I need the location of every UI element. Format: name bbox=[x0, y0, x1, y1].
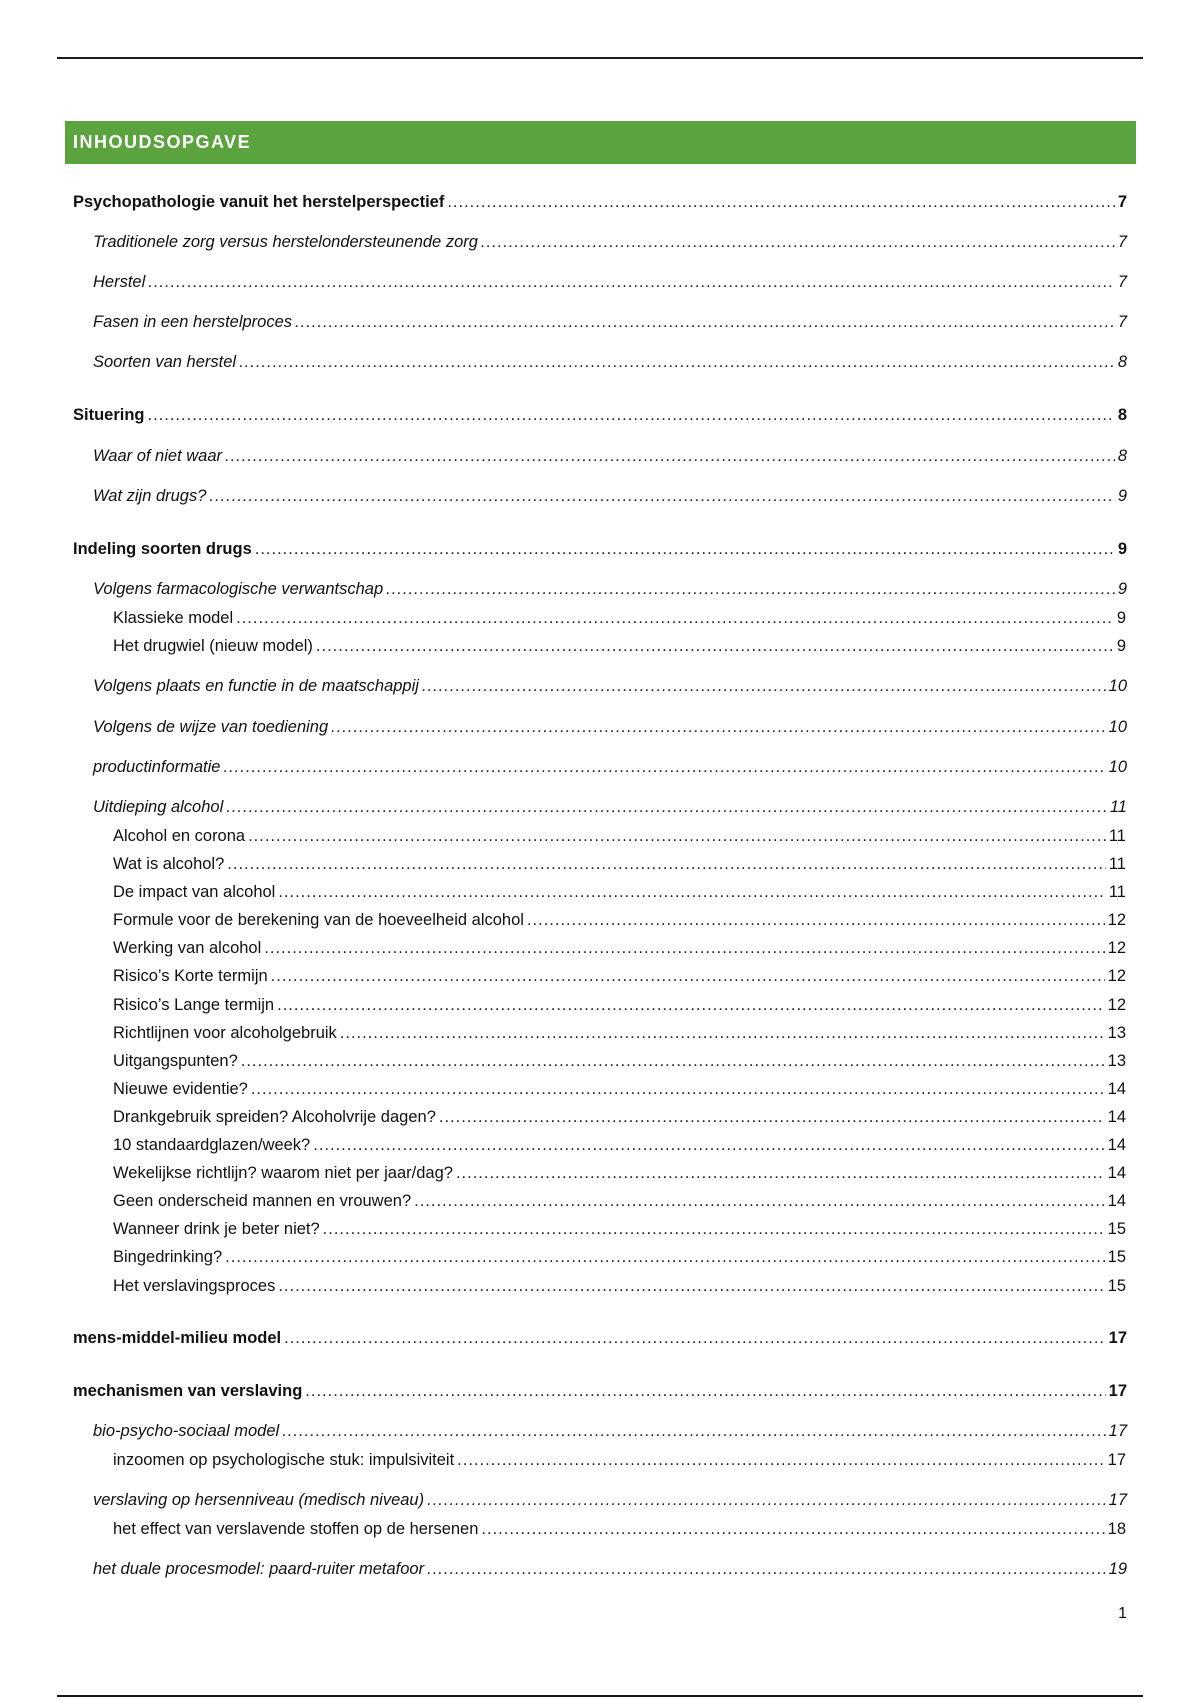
toc-entry[interactable] bbox=[113, 938, 1126, 958]
toc-entry-label: Indeling soorten drugs bbox=[73, 540, 252, 558]
dot-leader bbox=[427, 1490, 1106, 1510]
dot-leader bbox=[447, 192, 1114, 212]
toc-entry-label: Uitgangspunten? bbox=[113, 1052, 238, 1070]
toc-entry[interactable] bbox=[93, 797, 1127, 817]
toc-entry[interactable] bbox=[93, 717, 1127, 737]
dot-leader bbox=[439, 1107, 1105, 1127]
toc-entry[interactable] bbox=[93, 1490, 1127, 1510]
toc-entry-page: 7 bbox=[1117, 313, 1127, 331]
toc-entry-label: Klassieke model bbox=[113, 609, 234, 627]
toc-entry[interactable] bbox=[93, 1421, 1127, 1441]
toc-entry-label: Risico’s Lange termijn bbox=[113, 996, 275, 1014]
toc-entry-label: inzoomen op psychologische stuk: impulsiviteit bbox=[113, 1451, 455, 1469]
dot-leader bbox=[248, 826, 1106, 846]
toc-entry-page: 17 bbox=[1108, 1382, 1127, 1400]
toc-entry-label: mens-middel-milieu model bbox=[73, 1329, 282, 1347]
toc-entry-page: 10 bbox=[1108, 718, 1127, 736]
toc-entry-page: 17 bbox=[1107, 1451, 1126, 1469]
toc-entry-label: verslaving op hersenniveau (medisch niveau) bbox=[93, 1491, 425, 1509]
toc-entry-page: 7 bbox=[1117, 233, 1127, 251]
toc-entry[interactable] bbox=[113, 608, 1126, 628]
toc-entry-label: Het drugwiel (nieuw model) bbox=[113, 637, 313, 655]
toc-entry-label: Geen onderscheid mannen en vrouwen? bbox=[113, 1192, 412, 1210]
dot-leader bbox=[225, 1247, 1104, 1267]
toc-entry-label: Nieuwe evidentie? bbox=[113, 1080, 248, 1098]
toc-entry-page: 13 bbox=[1107, 1052, 1126, 1070]
toc-entry-label: Richtlijnen voor alcoholgebruik bbox=[113, 1024, 337, 1042]
toc-entry-page: 12 bbox=[1107, 939, 1126, 957]
page-number: 1 bbox=[1118, 1605, 1127, 1622]
toc-entry-label: 10 standaardglazen/week? bbox=[113, 1136, 311, 1154]
dot-leader bbox=[456, 1163, 1105, 1183]
toc-entry[interactable] bbox=[93, 757, 1127, 777]
dot-leader bbox=[255, 539, 1115, 559]
dot-leader bbox=[527, 910, 1105, 930]
toc-entry[interactable] bbox=[113, 1107, 1126, 1127]
toc-entry-page: 11 bbox=[1108, 855, 1126, 873]
dot-leader bbox=[277, 995, 1105, 1015]
dot-leader bbox=[227, 854, 1106, 874]
toc-entry-label: bio-psycho-sociaal model bbox=[93, 1422, 280, 1440]
dot-leader bbox=[226, 797, 1107, 817]
toc-entry-label: Werking van alcohol bbox=[113, 939, 262, 957]
toc-entry[interactable] bbox=[73, 539, 1127, 559]
toc-entry-label: Formule voor de berekening van de hoeveelheid alcohol bbox=[113, 911, 524, 929]
dot-leader bbox=[305, 1381, 1105, 1401]
toc-entry-page: 10 bbox=[1108, 677, 1127, 695]
toc-entry-page: 17 bbox=[1108, 1329, 1127, 1347]
dot-leader bbox=[282, 1421, 1105, 1441]
toc-entry[interactable] bbox=[73, 1381, 1127, 1401]
toc-entry-label: Psychopathologie vanuit het herstelperspectief bbox=[73, 193, 445, 211]
toc-entry[interactable] bbox=[113, 1219, 1126, 1239]
toc-entry-page: 15 bbox=[1107, 1277, 1126, 1295]
toc-entry-label: mechanismen van verslaving bbox=[73, 1382, 303, 1400]
dot-leader bbox=[241, 1051, 1105, 1071]
toc-entry-page: 11 bbox=[1108, 883, 1126, 901]
dot-leader bbox=[414, 1191, 1105, 1211]
toc-entry-page: 8 bbox=[1117, 353, 1127, 371]
toc-entry-page: 12 bbox=[1107, 911, 1126, 929]
dot-leader bbox=[316, 636, 1114, 656]
toc-entry[interactable] bbox=[113, 1135, 1126, 1155]
toc-entry-page: 15 bbox=[1107, 1220, 1126, 1238]
toc-entry[interactable] bbox=[113, 1519, 1126, 1539]
toc-entry-label: Volgens plaats en functie in de maatschappij bbox=[93, 677, 419, 695]
dot-leader bbox=[313, 1135, 1104, 1155]
toc-entry-page: 18 bbox=[1107, 1520, 1126, 1538]
dot-leader bbox=[236, 608, 1114, 628]
toc-entry[interactable] bbox=[113, 1247, 1126, 1267]
toc-entry-label: Wat is alcohol? bbox=[113, 855, 225, 873]
toc-entry-label: Risico’s Korte termijn bbox=[113, 967, 268, 985]
toc-entry-page: 14 bbox=[1107, 1080, 1126, 1098]
toc-entry-label: Wanneer drink je beter niet? bbox=[113, 1220, 320, 1238]
toc-entry[interactable] bbox=[113, 1276, 1126, 1296]
toc-entry[interactable] bbox=[113, 1191, 1126, 1211]
dot-leader bbox=[323, 1219, 1105, 1239]
toc-entry[interactable] bbox=[113, 854, 1126, 874]
toc-entry[interactable] bbox=[113, 966, 1126, 986]
toc-entry-label: Uitdieping alcohol bbox=[93, 798, 224, 816]
toc-entry-page: 10 bbox=[1108, 758, 1127, 776]
dot-leader bbox=[225, 446, 1115, 466]
toc-entry-page: 13 bbox=[1107, 1024, 1126, 1042]
dot-leader bbox=[239, 352, 1115, 372]
toc-entry-page: 9 bbox=[1116, 637, 1126, 655]
toc-entry-page: 17 bbox=[1108, 1491, 1127, 1509]
toc-entry[interactable] bbox=[113, 826, 1126, 846]
bottom-rule bbox=[57, 1695, 1143, 1697]
toc-entry-page: 8 bbox=[1117, 447, 1127, 465]
dot-leader bbox=[223, 757, 1105, 777]
toc-entry[interactable] bbox=[93, 312, 1127, 332]
toc-entry-page: 7 bbox=[1117, 193, 1127, 211]
toc-entry[interactable] bbox=[73, 1328, 1127, 1348]
toc-entry-label: Volgens farmacologische verwantschap bbox=[93, 580, 384, 598]
toc-entry-label: Situering bbox=[73, 406, 145, 424]
dot-leader bbox=[278, 882, 1106, 902]
toc-entry[interactable] bbox=[113, 995, 1126, 1015]
toc-entry-page: 12 bbox=[1107, 996, 1126, 1014]
toc-entry-page: 7 bbox=[1117, 273, 1127, 291]
toc-entry[interactable] bbox=[93, 232, 1127, 252]
toc-entry-page: 9 bbox=[1117, 487, 1127, 505]
toc-entry-page: 14 bbox=[1107, 1108, 1126, 1126]
toc-entry-label: Traditionele zorg versus herstelondersteunende zorg bbox=[93, 233, 478, 251]
toc-entry-page: 11 bbox=[1108, 827, 1126, 845]
toc-entry-label: Wat zijn drugs? bbox=[93, 487, 207, 505]
toc-entry[interactable] bbox=[113, 882, 1126, 902]
dot-leader bbox=[271, 966, 1105, 986]
toc-entry-page: 15 bbox=[1107, 1248, 1126, 1266]
toc-entry[interactable] bbox=[113, 1450, 1126, 1470]
toc-entry-page: 8 bbox=[1117, 406, 1127, 424]
toc-entry-page: 11 bbox=[1109, 798, 1127, 816]
dot-leader bbox=[264, 938, 1104, 958]
toc-entry-label: Alcohol en corona bbox=[113, 827, 246, 845]
toc-entry-label: Volgens de wijze van toediening bbox=[93, 718, 329, 736]
dot-leader bbox=[295, 312, 1115, 332]
dot-leader bbox=[251, 1079, 1105, 1099]
dot-leader bbox=[386, 579, 1115, 599]
toc-entry-label: Het verslavingsproces bbox=[113, 1277, 276, 1295]
toc-entry-label: Drankgebruik spreiden? Alcoholvrije dagen? bbox=[113, 1108, 436, 1126]
toc-entry[interactable] bbox=[93, 352, 1127, 372]
toc-entry[interactable] bbox=[93, 1559, 1127, 1579]
toc-entry[interactable] bbox=[93, 272, 1127, 292]
dot-leader bbox=[422, 676, 1106, 696]
toc-entry-page: 14 bbox=[1107, 1192, 1126, 1210]
toc-heading: INHOUDSOPGAVE bbox=[73, 132, 252, 152]
dot-leader bbox=[340, 1023, 1105, 1043]
dot-leader bbox=[284, 1328, 1106, 1348]
dot-leader bbox=[481, 232, 1115, 252]
toc-entry[interactable] bbox=[113, 1079, 1126, 1099]
toc-entry-label: het duale procesmodel: paard-ruiter metafoor bbox=[93, 1560, 425, 1578]
toc-entry[interactable] bbox=[73, 192, 1127, 212]
toc-entry[interactable] bbox=[113, 636, 1126, 656]
toc-entry-page: 12 bbox=[1107, 967, 1126, 985]
toc-entry[interactable] bbox=[113, 1051, 1126, 1071]
toc-entry[interactable] bbox=[113, 910, 1126, 930]
dot-leader bbox=[148, 405, 1115, 425]
toc-entry[interactable] bbox=[93, 486, 1127, 506]
toc-entry-page: 14 bbox=[1107, 1136, 1126, 1154]
dot-leader bbox=[209, 486, 1114, 506]
toc-entry[interactable] bbox=[73, 405, 1127, 425]
toc-entry[interactable] bbox=[93, 676, 1127, 696]
dot-leader bbox=[148, 272, 1115, 292]
toc-entry-page: 19 bbox=[1108, 1560, 1127, 1578]
toc-entry-label: het effect van verslavende stoffen op de hersenen bbox=[113, 1520, 479, 1538]
toc-entry-label: Bingedrinking? bbox=[113, 1248, 223, 1266]
toc-entry-label: Fasen in een herstelproces bbox=[93, 313, 293, 331]
toc-entry-label: productinformatie bbox=[93, 758, 221, 776]
dot-leader bbox=[457, 1450, 1104, 1470]
dot-leader bbox=[331, 717, 1106, 737]
dot-leader bbox=[278, 1276, 1104, 1296]
toc-entry-label: Wekelijkse richtlijn? waarom niet per jaar/dag? bbox=[113, 1164, 453, 1182]
toc-entry-page: 9 bbox=[1117, 580, 1127, 598]
toc-entry[interactable] bbox=[93, 579, 1127, 599]
dot-leader bbox=[481, 1519, 1104, 1539]
toc-entry[interactable] bbox=[113, 1163, 1126, 1183]
toc-entry-label: Waar of niet waar bbox=[93, 447, 223, 465]
toc-entry[interactable] bbox=[113, 1023, 1126, 1043]
toc-entry-page: 14 bbox=[1107, 1164, 1126, 1182]
toc-entry-label: De impact van alcohol bbox=[113, 883, 276, 901]
toc-entry-label: Soorten van herstel bbox=[93, 353, 237, 371]
toc-entry-label: Herstel bbox=[93, 273, 146, 291]
toc-entry-page: 9 bbox=[1117, 540, 1127, 558]
toc-entry[interactable] bbox=[93, 446, 1127, 466]
toc-entry-page: 9 bbox=[1116, 609, 1126, 627]
toc-entry-page: 17 bbox=[1108, 1422, 1127, 1440]
dot-leader bbox=[427, 1559, 1106, 1579]
